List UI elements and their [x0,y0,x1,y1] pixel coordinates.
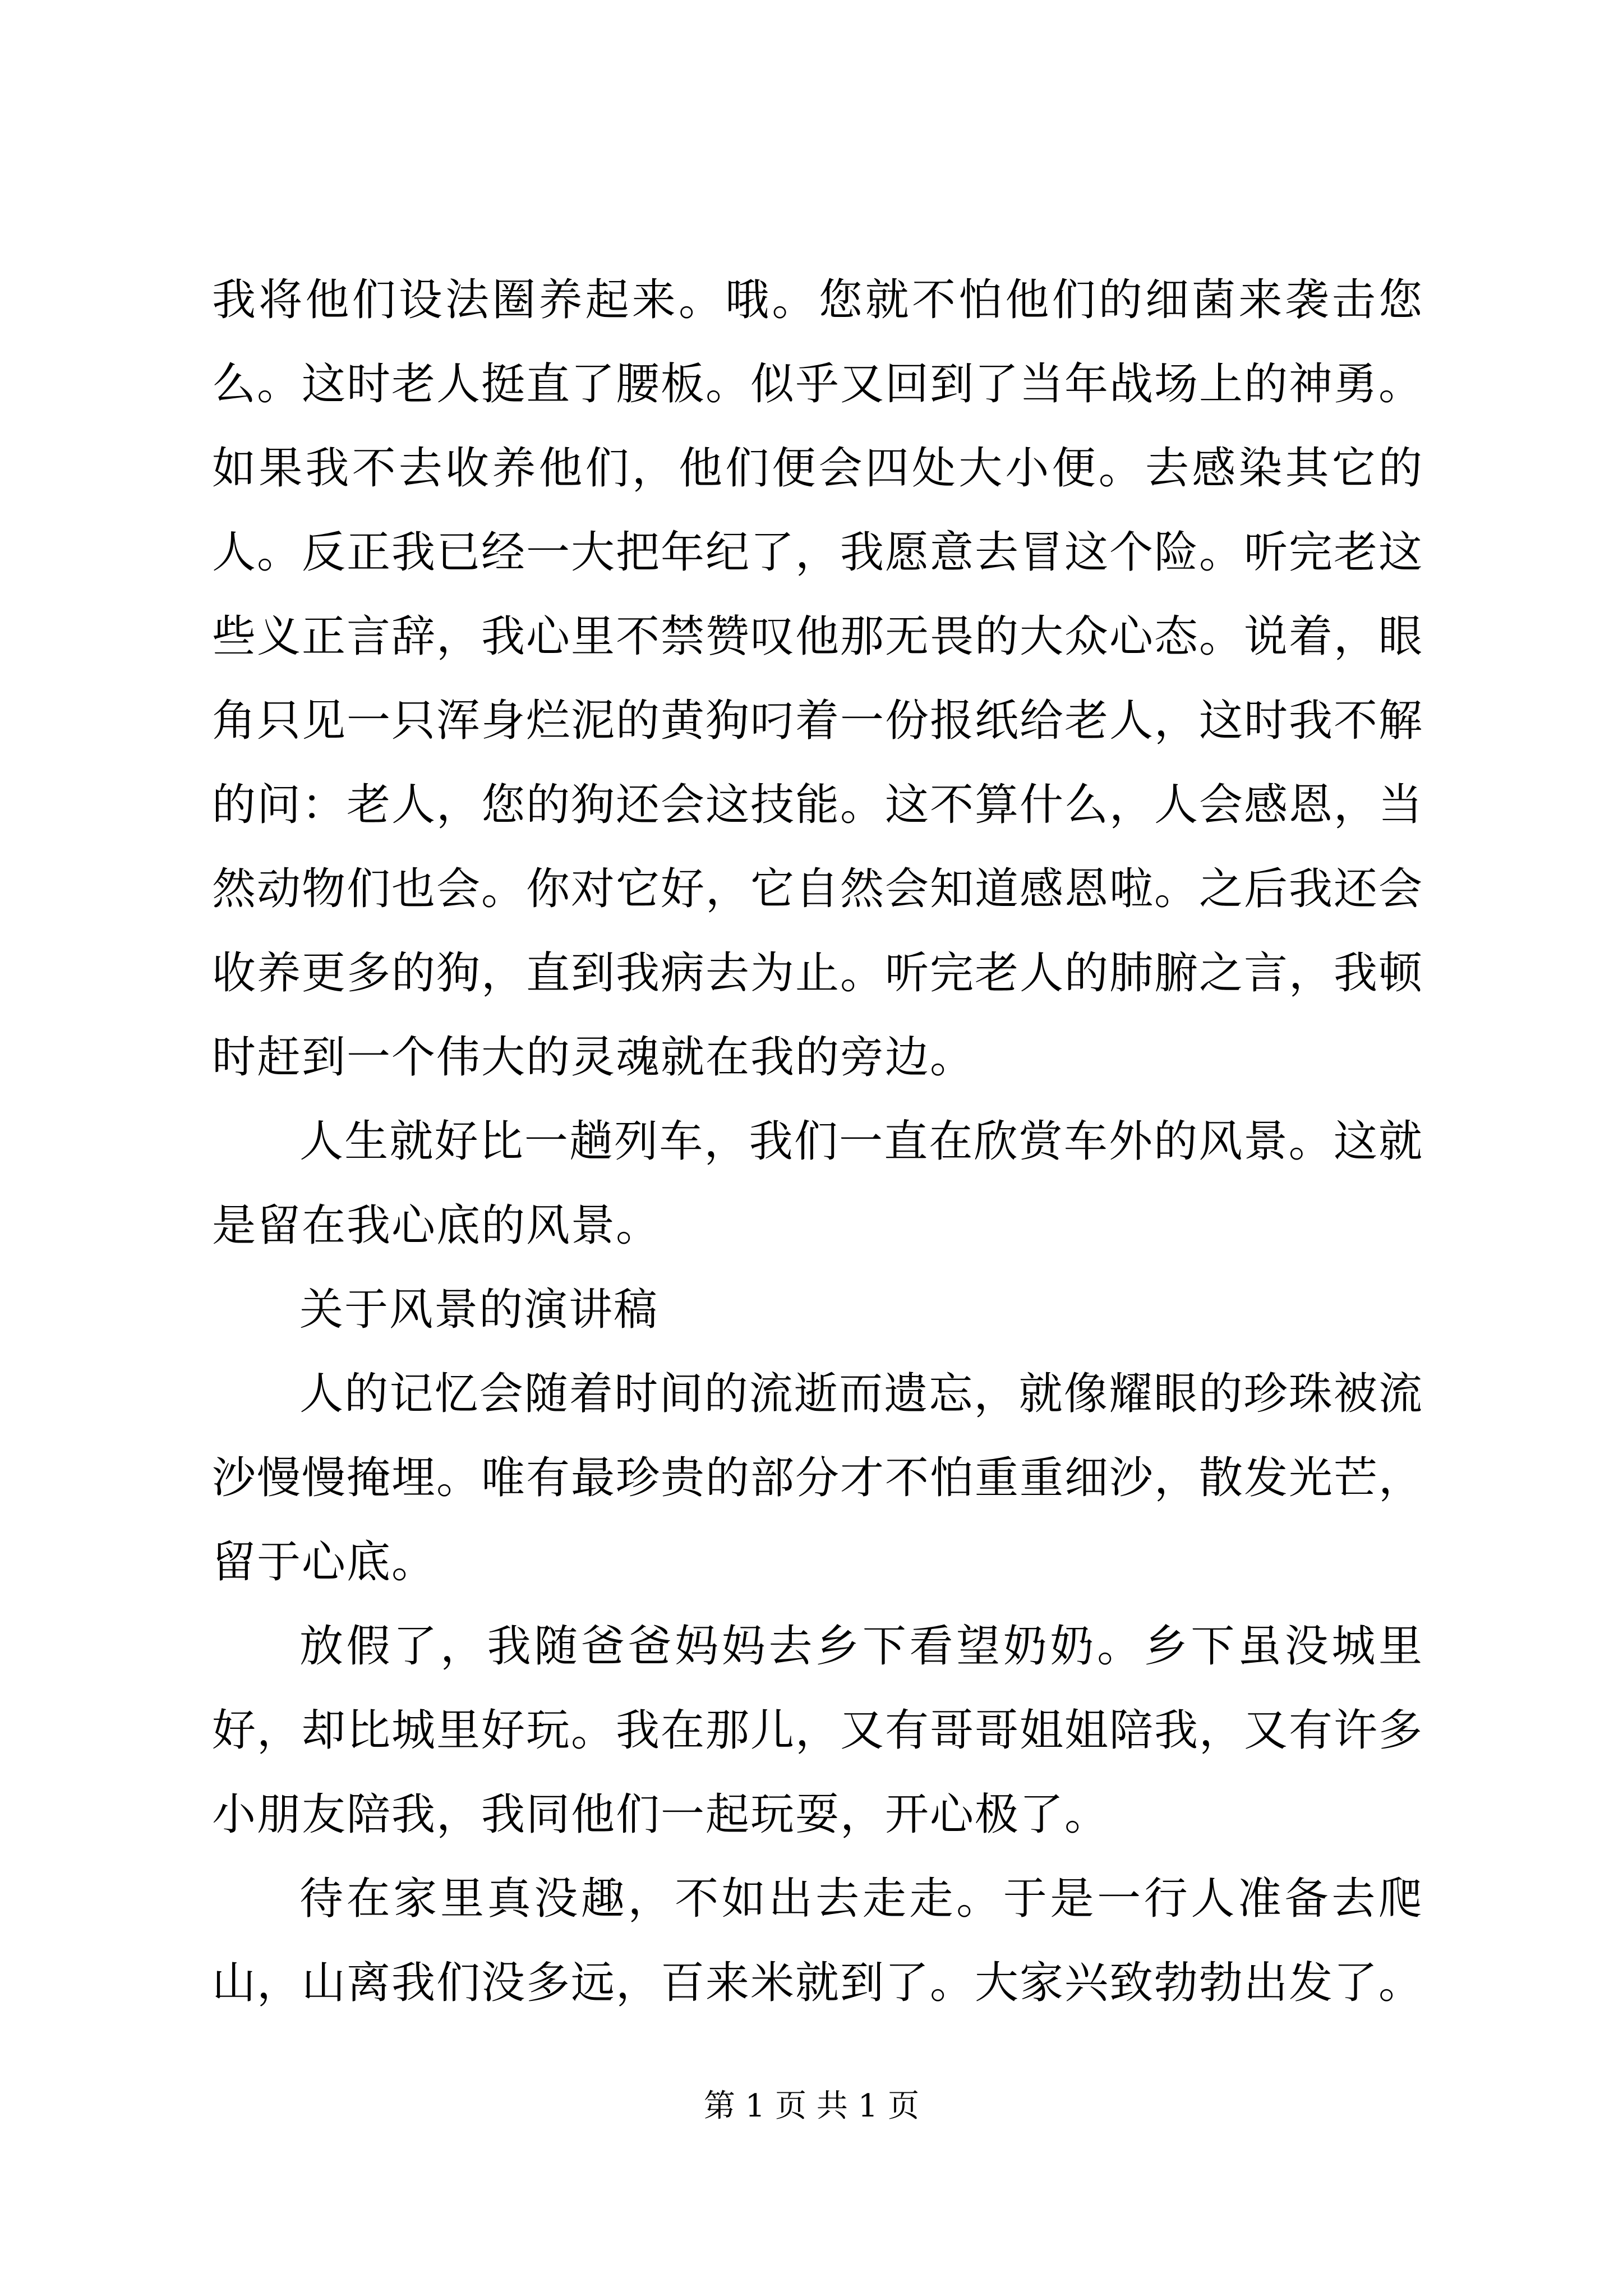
section-heading: 关于风景的演讲稿 [299,1285,659,1335]
paragraph-1: 我将他们设法圈养起来。哦。您就不怕他们的细菌来袭击您么。这时老人挺直了腰板。似乎又回到了当年战场上的神勇。如果我不去收养他们，他们便会四处大小便。去感染其它的人。反正我已经一大把年纪了，我愿意去冒这个险。听完老这些义正言辞，我心里不禁赞叹他那无畏的大众心态。说着，眼角只见一只浑身烂泥的黄狗叼着一份报纸给老人，这时我不解的问：老人，您的狗还会这技能。这不算什么，人会感恩，当然动物们也会。你对它好，它自然会知道感恩啦。之后我还会收养更多的狗，直到我病去为止。听完老人的肺腑之言，我顿时赶到一个伟大的灵魂就在我的旁边。 [212,275,1424,1083]
paragraph-3: 人的记忆会随着时间的流逝而遗忘，就像耀眼的珍珠被流沙慢慢掩埋。唯有最珍贵的部分才不怕重重细沙，散发光芒，留于心底。 [212,1369,1424,1588]
paragraph-4: 放假了，我随爸爸妈妈去乡下看望奶奶。乡下虽没城里好，却比城里好玩。我在那儿，又有哥哥姐姐陪我，又有许多小朋友陪我，我同他们一起玩耍，开心极了。 [212,1621,1424,1840]
document-body [212,258,1423,2025]
page-footer [0,2087,1623,2126]
paragraph-2: 人生就好比一趟列车，我们一直在欣赏车外的风景。这就是留在我心底的风景。 [212,1116,1423,1251]
page-number-label: 第 1 页 共 1 页 [703,2088,920,2124]
paragraph-5: 待在家里真没趣，不如出去走走。于是一行人准备去爬山，山离我们没多远，百来米就到了。大家兴致勃勃出发了。 [212,1874,1424,2008]
